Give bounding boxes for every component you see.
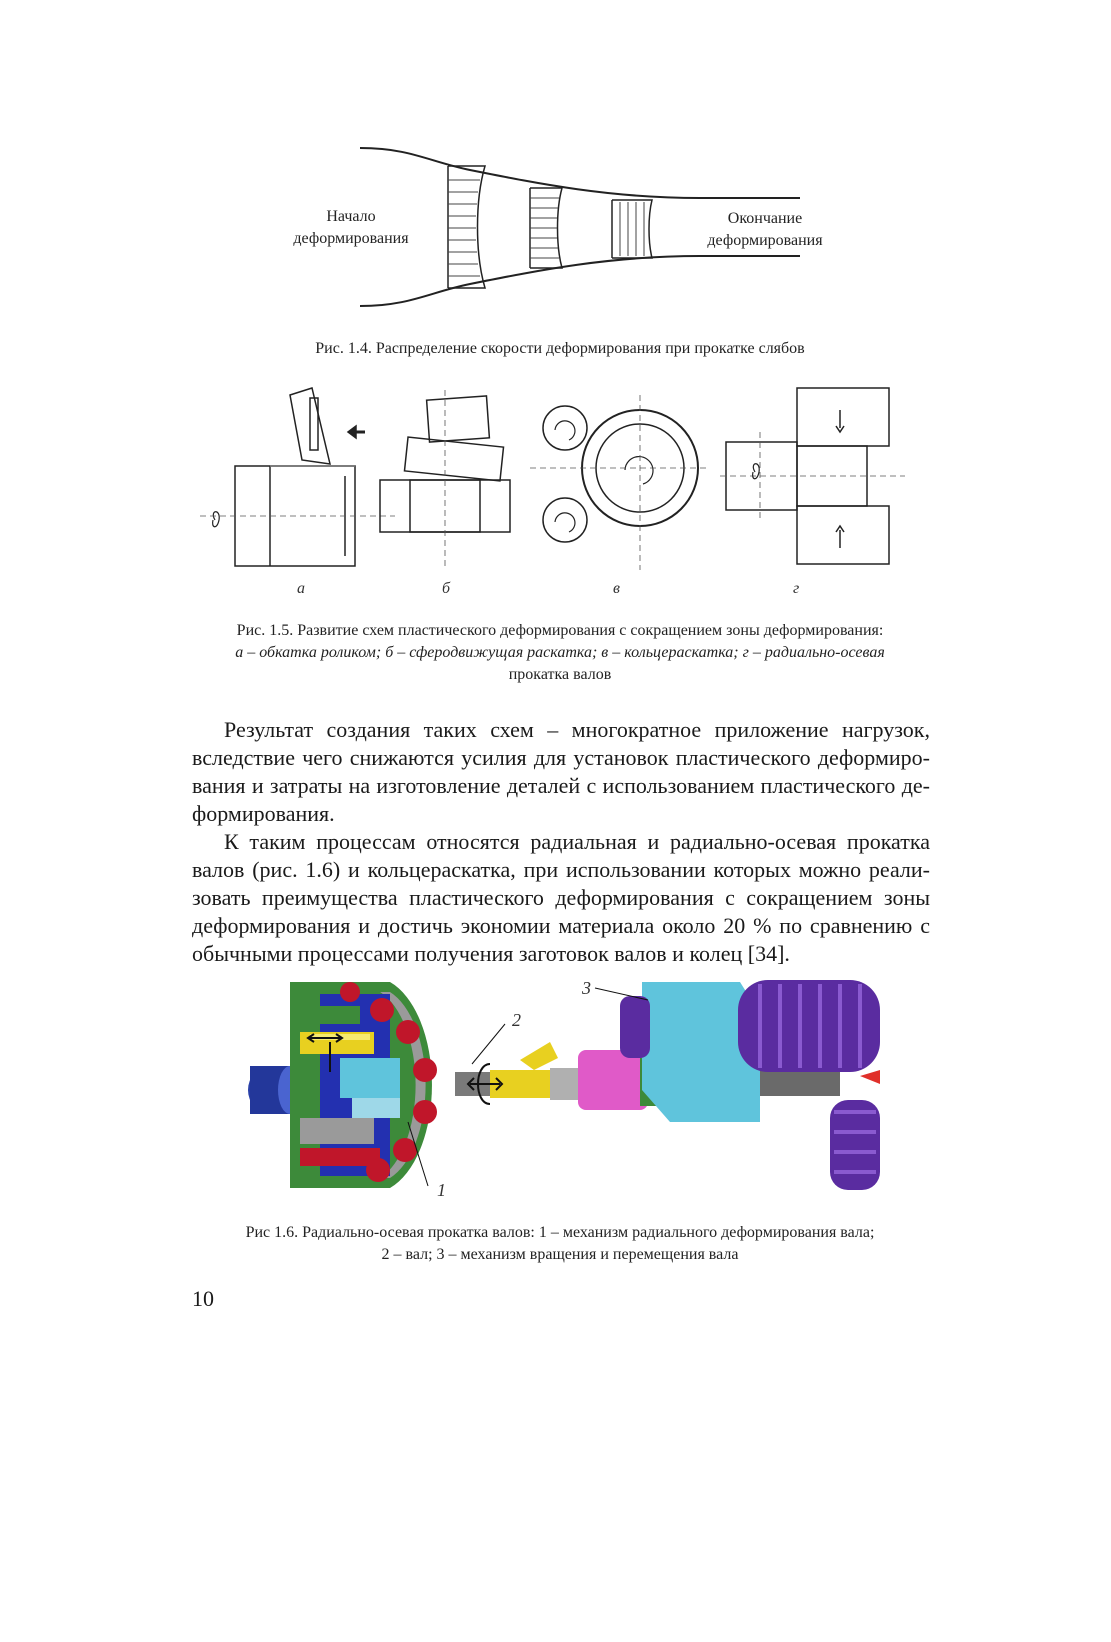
fig15-sub-v: в [613, 580, 620, 597]
fig16-callout-1: 1 [437, 1180, 446, 1200]
page-number: 10 [192, 1286, 214, 1311]
fig14-start-line1: Начало [326, 208, 376, 225]
fig14-start-label [286, 206, 416, 250]
fig15-sub-a: а [297, 580, 305, 597]
fig15-caption-line2: а – обкатка роликом; б – сферодвижущая раскатка; в – кольцераскатка; г – радиально-осевая [235, 644, 885, 661]
figure-1-5 [200, 380, 920, 580]
pink-spindle [578, 1050, 648, 1110]
red-roller [370, 998, 394, 1022]
fig15-caption-line1: Рис. 1.5. Развитие схем пластического деформирования с сокращением зоны деформирования: [236, 622, 884, 639]
fig16-caption-line2: 2 – вал; 3 – механизм вращения и перемещения вала [381, 1246, 739, 1263]
fig16-callout-2: 2 [512, 1010, 521, 1030]
fig16-caption-line1: Рис 1.6. Радиально-осевая прокатка валов: 1 – механизм радиального деформирования вала; [245, 1224, 875, 1241]
paragraph-1: Результат создания таких схем – многократное приложение нагрузок, вследствие чего снижаются усилия для установок пластического деформирования и затраты на изготовление деталей с использованием пластического деформирования. [192, 717, 930, 826]
fig15-sub-g: г [793, 580, 800, 597]
fig14-start-line2: деформирования [293, 230, 409, 247]
fig16-caption [180, 1222, 940, 1266]
paragraph-2: К таким процессам относятся радиальная и радиально-осевая прокатка валов (рис. 1.6) и кольцераскатка, при использовании которых можно реализовать преимущества пластического деформирования с сокращением зоны деформирования и достичь экономии материала около 20 % по сравнению с обычными процессами получения заготовок валов и колец [34]. [192, 829, 930, 966]
fig15-sub-b: б [442, 580, 451, 597]
fig14-end-line1: Окончание [727, 210, 803, 227]
fig16-callout-3: 3 [582, 978, 591, 998]
fig15-caption-line3: прокатка валов [508, 666, 612, 683]
fig14-end-label [698, 208, 832, 252]
fig14-end-line2: деформирования [707, 232, 823, 249]
fig14-caption: Рис. 1.4. Распределение скорости деформирования при прокатке слябов [315, 340, 805, 357]
body-text [192, 716, 930, 968]
fig15-caption [180, 620, 940, 686]
figure-1-6 [240, 972, 880, 1202]
